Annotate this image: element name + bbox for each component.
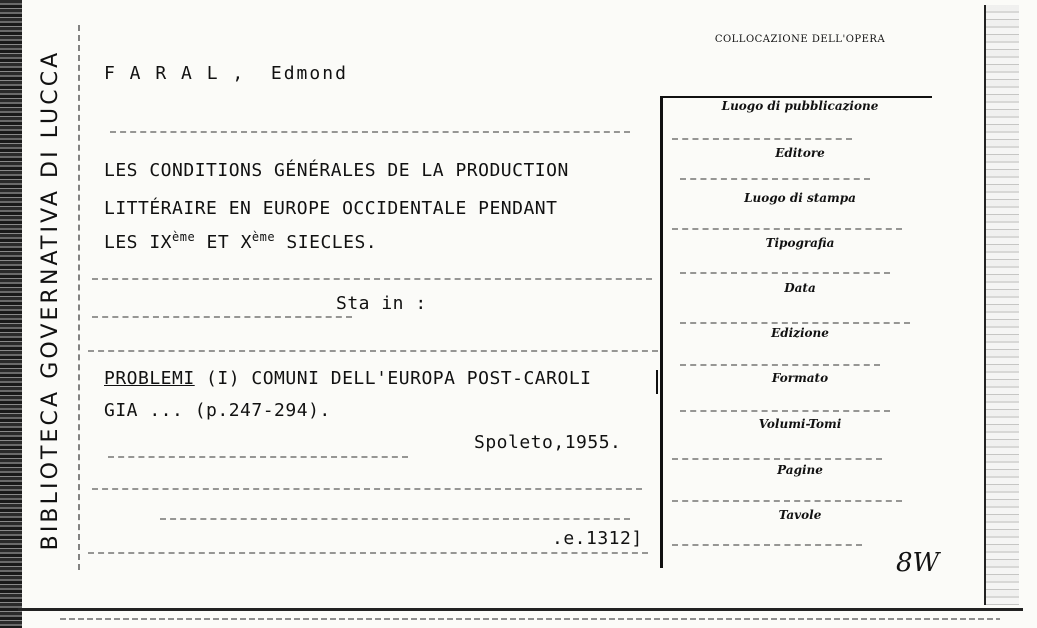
card-left-edge [0,0,22,628]
title-line-3-b: ET X [195,232,252,253]
rule-line [92,488,642,490]
rule-line [88,350,658,352]
rule-line [680,322,910,324]
rule-line [92,316,352,318]
rule-line [108,456,408,458]
collocazione-heading: COLLOCAZIONE DELL'OPERA [714,34,886,45]
right-column-top-rule [662,96,932,98]
rule-line [680,410,890,412]
right-column-divider [660,96,663,568]
source-series-title: PROBLEMI [104,368,195,389]
rule-line [672,544,862,546]
rule-line [680,272,890,274]
rule-line [680,364,880,366]
title-line-3 [104,230,377,253]
card-bottom-dash [60,618,1000,620]
rule-line [680,178,870,180]
card-bottom-border [18,608,1023,611]
bracket-mark [656,370,666,394]
author-name: F A R A L , Edmond [104,63,348,84]
title-line-3-sup-2: ème [251,230,276,244]
rule-line [672,458,882,460]
field-luogo-pubblicazione: Luogo di pubblicazione [721,99,879,113]
rule-line [672,138,852,140]
field-editore: Editore [775,146,825,160]
title-line-1: LES CONDITIONS GÉNÉRALES DE LA PRODUCTION [104,160,569,181]
source-line-2: GIA ... (p.247-294). [104,400,331,421]
library-side-label: BIBLIOTECA GOVERNATIVA DI LUCCA [38,49,63,551]
field-edizione: Edizione [771,326,829,340]
rule-line [110,131,630,133]
left-margin-line [78,25,80,570]
field-volumi-tomi: Volumi-Tomi [758,417,842,431]
handwritten-signature: 8W [896,548,940,578]
field-formato: Formato [771,371,829,385]
field-data: Data [784,281,816,295]
rule-line [92,278,652,280]
title-line-3-c: SIECLES. [275,232,378,253]
field-pagine: Pagine [777,463,823,477]
rule-line [672,500,902,502]
rule-line [672,228,902,230]
card-right-edge [985,5,1019,605]
sta-in-label: Sta in : [336,293,427,314]
field-tipografia: Tipografia [765,236,835,250]
source-line-1 [104,368,592,389]
shelfmark: .e.1312] [552,528,643,549]
title-line-3-sup-1: ème [172,230,196,244]
rule-line [160,518,630,520]
source-line-1-rest: (I) COMUNI DELL'EUROPA POST-CAROLI [194,368,592,389]
rule-line [88,552,648,554]
card-right-border [984,5,986,605]
field-luogo-stampa: Luogo di stampa [744,191,856,205]
title-line-3-a: LES IX [104,232,173,253]
title-line-2: LITTÉRAIRE EN EUROPE OCCIDENTALE PENDANT [104,198,558,219]
place-date: Spoleto,1955. [474,432,622,453]
field-tavole: Tavole [778,508,822,522]
